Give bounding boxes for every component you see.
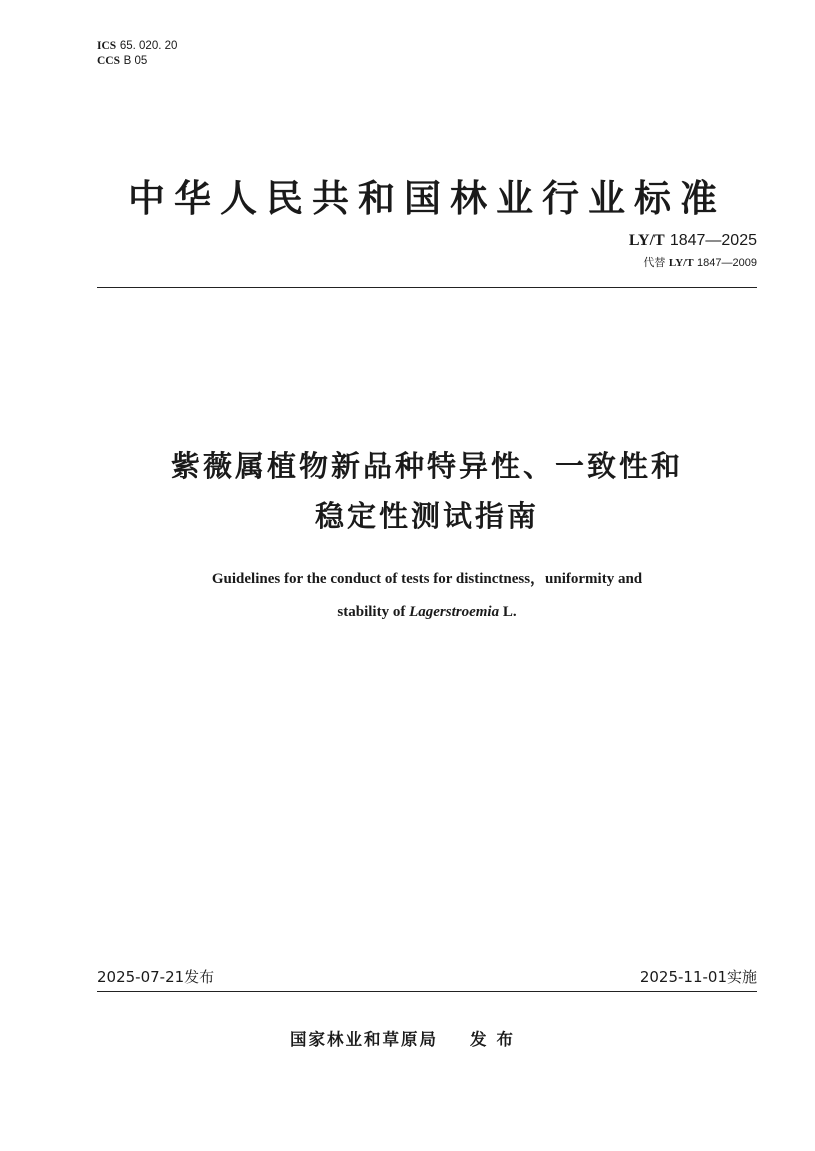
replaces-prefix: LY/T	[668, 257, 694, 269]
publish-date: 2025-07-21发布	[97, 968, 215, 986]
issuer-name: 国家林业和草原局	[290, 1030, 438, 1049]
document-title-cn	[97, 441, 757, 541]
ics-label: ICS	[97, 40, 117, 52]
ccs-code	[97, 53, 177, 68]
standard-number-prefix: LY/T	[628, 232, 665, 249]
ccs-value: B 05	[123, 55, 148, 67]
title-en-line2-post: L.	[499, 604, 517, 620]
title-cn-line2: 稳定性测试指南	[314, 499, 539, 533]
replaces-number: 1847—2009	[697, 257, 757, 269]
bottom-divider	[97, 991, 757, 992]
standard-number	[629, 230, 757, 250]
replaces-standard	[629, 254, 757, 270]
ics-value: 65. 020. 20	[119, 40, 178, 52]
document-title-en	[97, 563, 757, 629]
issuer	[290, 1026, 523, 1050]
standard-category-title: 中华人民共和国林业行业标准	[128, 177, 726, 220]
title-en-line2	[97, 596, 757, 629]
issuer-action: 发布	[470, 1030, 523, 1049]
ccs-label: CCS	[97, 55, 121, 67]
title-en-line2-pre: stability of	[337, 604, 410, 620]
replaces-label: 代替	[643, 256, 666, 269]
classification-codes	[97, 38, 177, 68]
title-en-line1: Guidelines for the conduct of tests for distinctness，uniformity and	[211, 571, 643, 587]
standard-number-block	[629, 230, 757, 270]
standard-number-value: 1847—2025	[669, 232, 757, 249]
title-cn-line1: 紫薇属植物新品种特异性、一致性和	[170, 449, 683, 483]
genus-name: Lagerstroemia	[409, 604, 500, 620]
top-divider	[97, 287, 757, 288]
ics-code	[97, 38, 177, 53]
implement-date: 2025-11-01实施	[639, 968, 757, 986]
